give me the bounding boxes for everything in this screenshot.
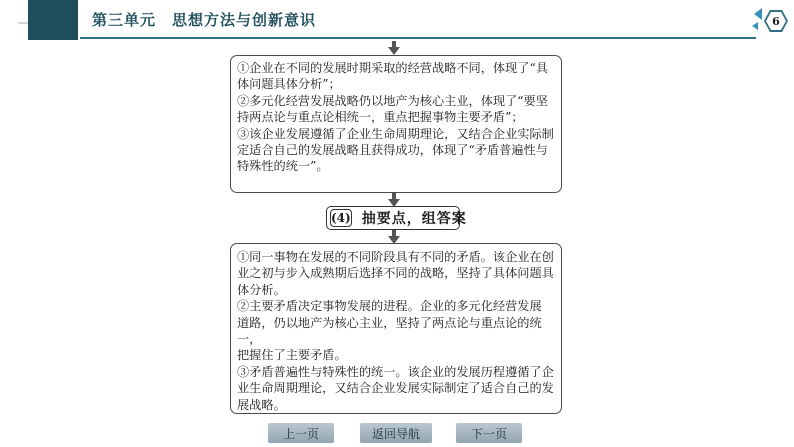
- answer-line: 业之初与步入成熟期后选择不同的战略，坚持了具体问题具: [237, 266, 554, 281]
- badge-accent-triangle: [754, 8, 762, 20]
- back-to-nav-button[interactable]: 返回导航: [360, 423, 432, 443]
- prev-page-button[interactable]: 上一页: [268, 423, 334, 443]
- answer-line: ②主要矛盾决定事物发展的进程。企业的多元化经营发展: [237, 299, 542, 314]
- analysis-box: [230, 55, 562, 193]
- down-arrow-icon: [388, 230, 400, 244]
- analysis-line: ①企业在不同的发展时期采取的经营战略不同，体现了“具: [237, 61, 548, 75]
- analysis-line: 体问题具体分析”；: [237, 77, 341, 92]
- step-heading: [326, 206, 467, 230]
- header-divider: [80, 37, 756, 39]
- answer-line: 展战略。: [237, 397, 286, 412]
- answer-line: 道路，仍以地产为核心主业，坚持了两点论与重点论的统一，: [237, 315, 542, 347]
- analysis-line: ②多元化经营发展战略仍以地产为核心主业，体现了“要坚: [237, 93, 548, 108]
- page-title: 第三单元 思想方法与创新意识: [92, 11, 317, 29]
- answer-line: 业生命周期理论，又结合企业发展实际制定了适合自己的发: [237, 381, 554, 396]
- step-number: (4): [331, 211, 351, 225]
- badge-accent-triangle-small: [752, 22, 758, 30]
- logo-block: [28, 0, 78, 40]
- answer-line: ③矛盾普遍性与特殊性的统一。该企业的发展历程遵循了企: [237, 364, 554, 379]
- down-arrow-icon: [388, 193, 400, 207]
- answer-line: 把握住了主要矛盾。: [237, 348, 347, 363]
- page-number-badge: [748, 4, 792, 42]
- next-page-button[interactable]: 下一页: [456, 423, 522, 443]
- answer-text: [237, 249, 561, 413]
- down-arrow-icon: [388, 41, 400, 55]
- analysis-line: 持两点论与重点论相统一，重点把握事物主要矛盾”；: [237, 110, 524, 125]
- analysis-line: 特殊性的统一”。: [237, 159, 329, 174]
- analysis-line: ③该企业发展遵循了企业生命周期理论，又结合企业实际制: [237, 126, 554, 141]
- answer-line: 体分析。: [237, 282, 286, 297]
- page-number: 6: [772, 15, 780, 28]
- analysis-line: 定适合自己的发展战略且获得成功，体现了“矛盾普遍性与: [237, 143, 548, 158]
- answer-line: ①同一事物在发展的不同阶段具有不同的矛盾。该企业在创: [237, 250, 554, 264]
- step-label: 抽要点，组答案: [361, 211, 467, 227]
- answer-box: [230, 243, 562, 414]
- analysis-text: [237, 60, 561, 175]
